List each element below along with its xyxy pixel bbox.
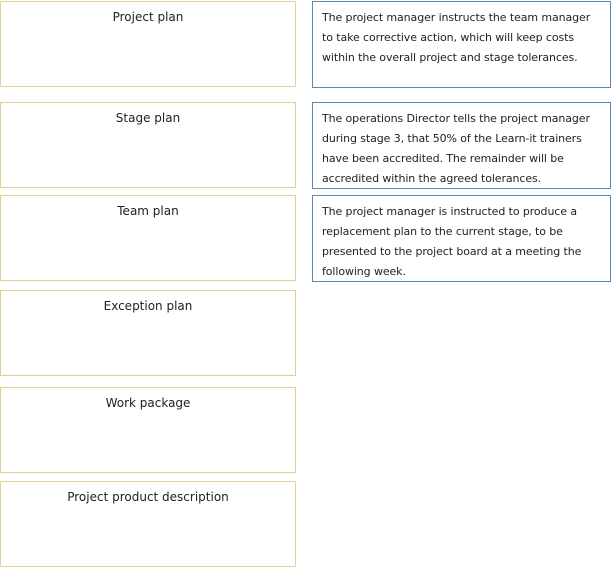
description-target-2[interactable] [312, 102, 611, 189]
option-exception-plan[interactable] [0, 290, 296, 376]
option-label: Team plan [117, 204, 179, 218]
description-target-1[interactable] [312, 1, 611, 88]
option-label: Stage plan [115, 111, 181, 125]
option-label: Project product description [67, 490, 229, 504]
description-text: The project manager instructs the team manager to take corrective action, which will keep costs within the overall project and stage tolerances. [322, 11, 591, 64]
option-team-plan[interactable] [0, 195, 296, 281]
option-project-plan[interactable] [0, 1, 296, 87]
option-project-product-description[interactable] [0, 481, 296, 567]
description-target-3[interactable] [312, 195, 611, 282]
option-work-package[interactable] [0, 387, 296, 473]
option-label: Project plan [112, 10, 184, 24]
description-text: The project manager is instructed to produce a replacement plan to the current stage, to be presented to the project board at a meeting the following week. [322, 205, 582, 278]
option-label: Work package [105, 396, 191, 410]
description-text: The operations Director tells the project manager during stage 3, that 50% of the Learn-it trainers have been accredited. The remainder will be accredited within the agreed tolerances. [322, 112, 590, 185]
option-label: Exception plan [103, 299, 193, 313]
option-stage-plan[interactable] [0, 102, 296, 188]
